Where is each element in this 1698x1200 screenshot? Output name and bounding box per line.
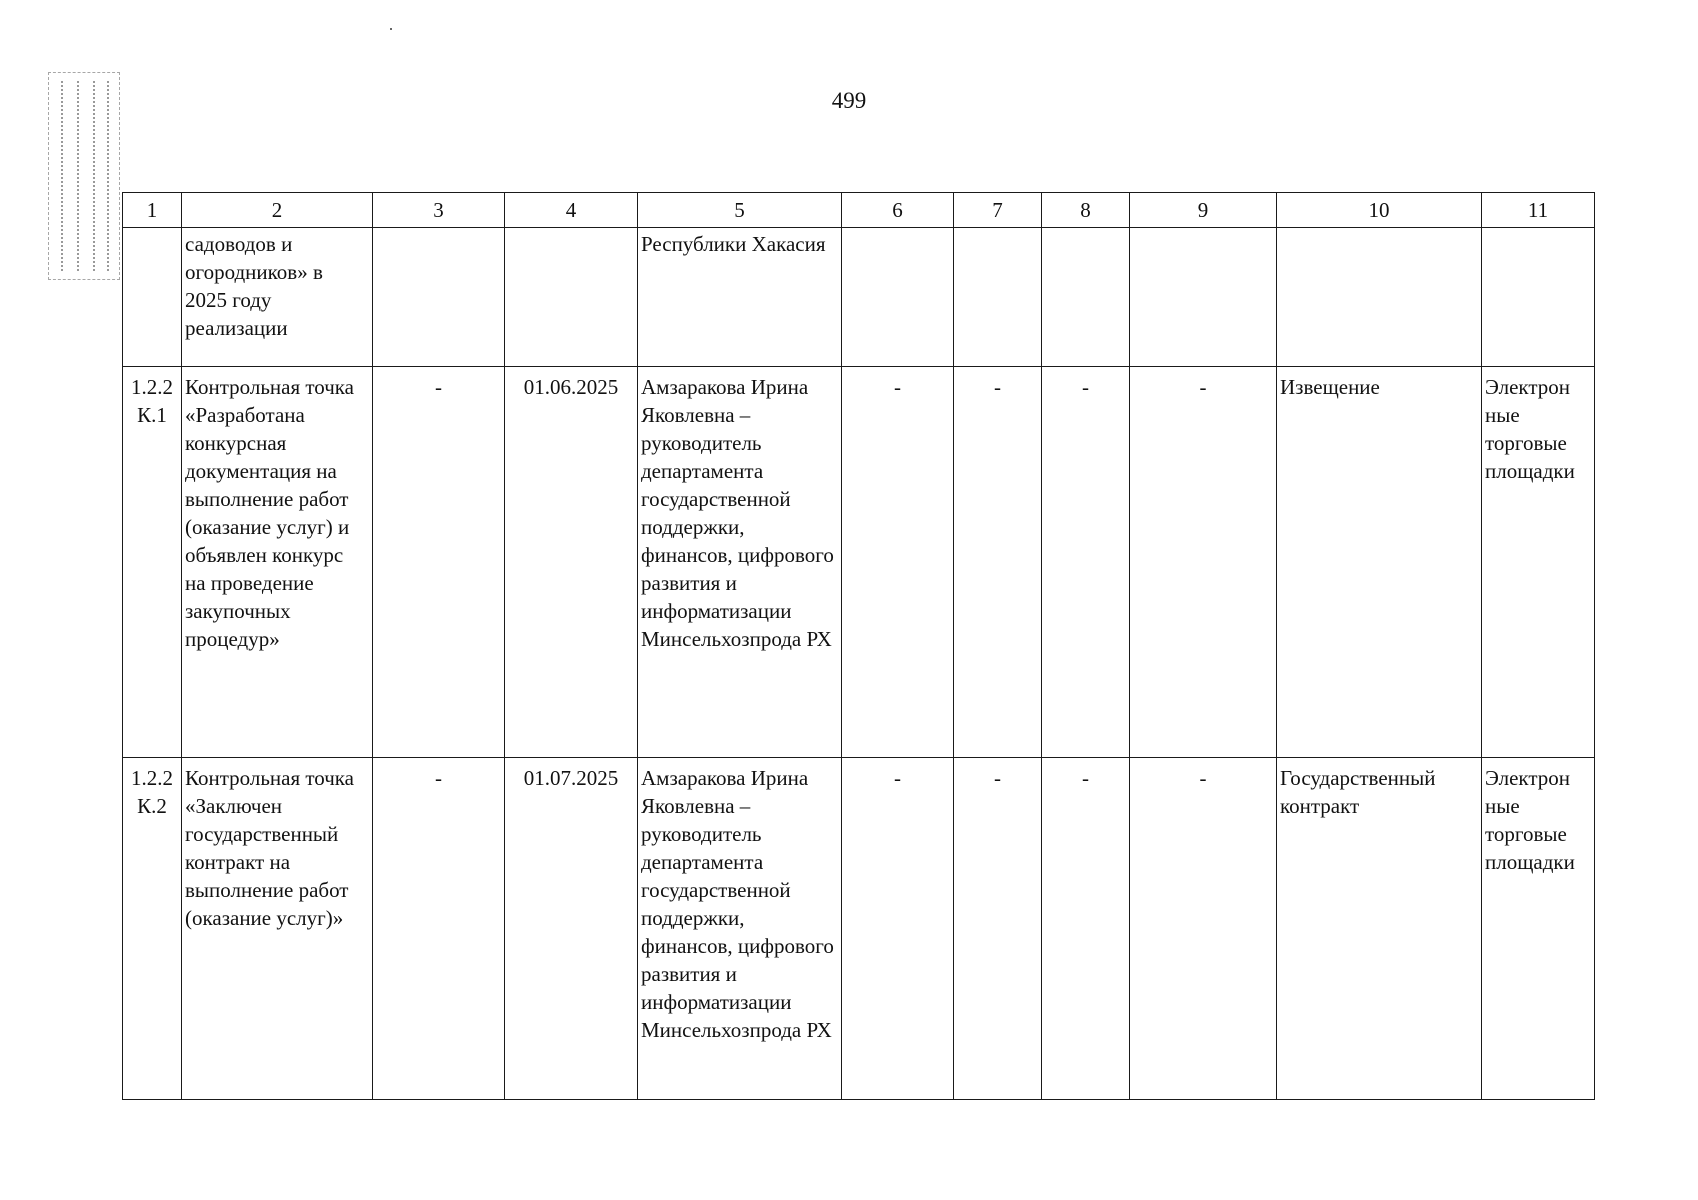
cell-col6: - bbox=[842, 758, 954, 1100]
column-header-6: 6 bbox=[842, 193, 954, 228]
cell-responsible: Амзаракова Ирина Яковлевна – руководитель департамента государственной поддержки, финансов, цифрового развития и информатизации Минсельхозпрода РХ bbox=[638, 367, 842, 758]
cell-date: 01.07.2025 bbox=[505, 758, 638, 1100]
table-row bbox=[123, 228, 1595, 367]
cell-col6: - bbox=[842, 367, 954, 758]
cell-platform: Электрон ные торговые площадки bbox=[1482, 758, 1595, 1100]
cell-number: 1.2.2 К.1 bbox=[123, 367, 182, 758]
cell-number: 1.2.2 К.2 bbox=[123, 758, 182, 1100]
cell-col3 bbox=[373, 228, 505, 367]
schedule-table bbox=[122, 192, 1595, 1100]
cell-number bbox=[123, 228, 182, 367]
column-header-11: 11 bbox=[1482, 193, 1595, 228]
cell-description: садоводов и огородников» в 2025 году реализации bbox=[182, 228, 373, 367]
column-header-8: 8 bbox=[1042, 193, 1130, 228]
cell-col9: - bbox=[1130, 758, 1277, 1100]
cell-col8: - bbox=[1042, 367, 1130, 758]
cell-responsible: Амзаракова Ирина Яковлевна – руководитель департамента государственной поддержки, финансов, цифрового развития и информатизации Минсельхозпрода РХ bbox=[638, 758, 842, 1100]
cell-col9: - bbox=[1130, 367, 1277, 758]
cell-col9 bbox=[1130, 228, 1277, 367]
cell-document bbox=[1277, 228, 1482, 367]
column-header-7: 7 bbox=[954, 193, 1042, 228]
cell-description: Контрольная точка «Разработана конкурсная документация на выполнение работ (оказание услуг) и объявлен конкурс на проведение закупочных процедур» bbox=[182, 367, 373, 758]
header-row bbox=[123, 193, 1595, 228]
cell-col3: - bbox=[373, 758, 505, 1100]
cell-col7: - bbox=[954, 367, 1042, 758]
table-row bbox=[123, 367, 1595, 758]
cell-col6 bbox=[842, 228, 954, 367]
column-header-4: 4 bbox=[505, 193, 638, 228]
column-header-5: 5 bbox=[638, 193, 842, 228]
column-header-9: 9 bbox=[1130, 193, 1277, 228]
cell-col8 bbox=[1042, 228, 1130, 367]
table-row bbox=[123, 758, 1595, 1100]
cell-col7: - bbox=[954, 758, 1042, 1100]
column-header-2: 2 bbox=[182, 193, 373, 228]
column-header-10: 10 bbox=[1277, 193, 1482, 228]
cell-date bbox=[505, 228, 638, 367]
column-header-1: 1 bbox=[123, 193, 182, 228]
cell-platform bbox=[1482, 228, 1595, 367]
cell-col8: - bbox=[1042, 758, 1130, 1100]
cell-document: Извещение bbox=[1277, 367, 1482, 758]
cell-col3: - bbox=[373, 367, 505, 758]
page-number: 499 bbox=[831, 88, 867, 113]
cell-date: 01.06.2025 bbox=[505, 367, 638, 758]
cell-document: Государственный контракт bbox=[1277, 758, 1482, 1100]
cell-responsible: Республики Хакасия bbox=[638, 228, 842, 367]
cell-col7 bbox=[954, 228, 1042, 367]
scan-speck bbox=[390, 28, 392, 30]
cell-description: Контрольная точка «Заключен государственный контракт на выполнение работ (оказание услуг)» bbox=[182, 758, 373, 1100]
column-header-3: 3 bbox=[373, 193, 505, 228]
cell-platform: Электрон ные торговые площадки bbox=[1482, 367, 1595, 758]
